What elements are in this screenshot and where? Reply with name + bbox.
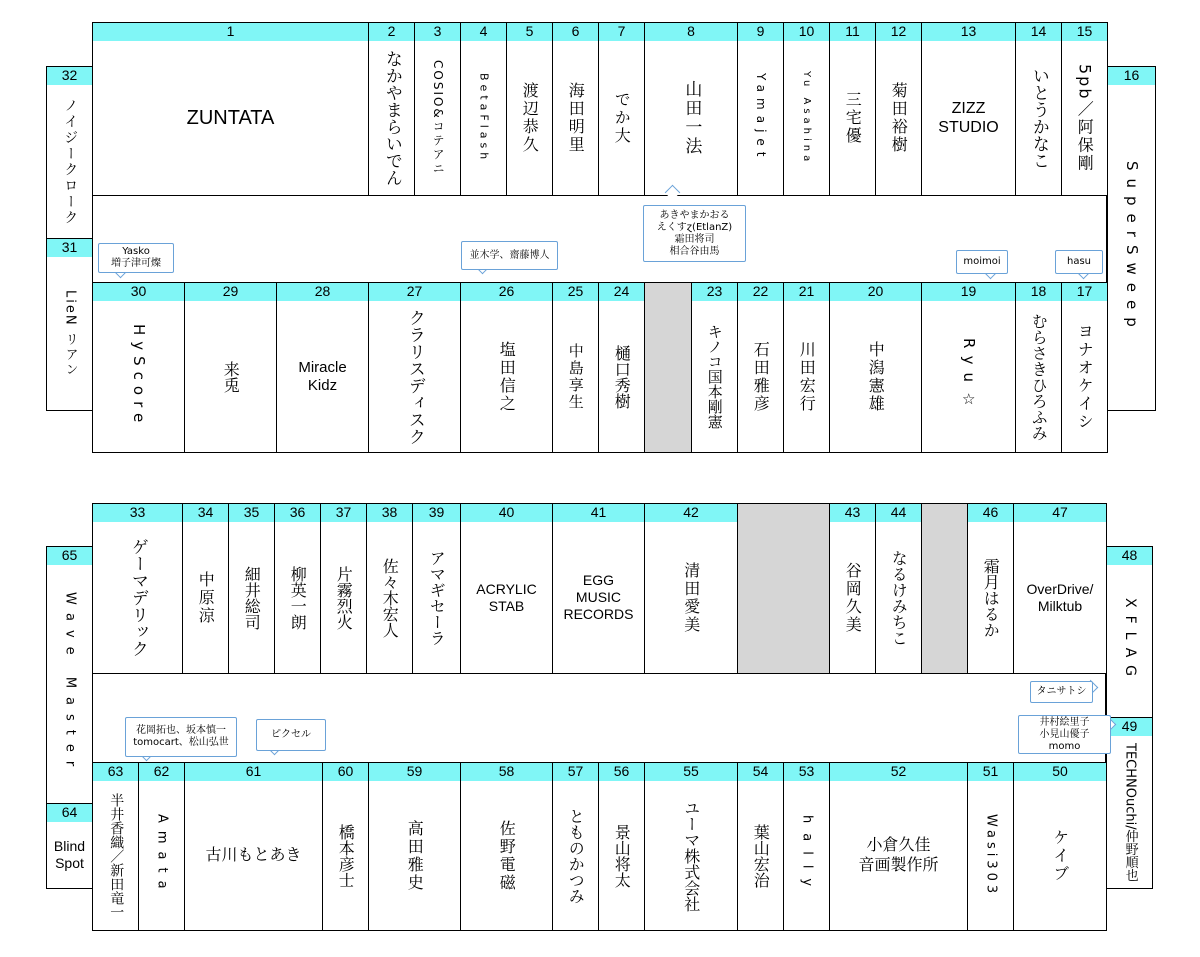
booth-number: 59	[369, 763, 460, 781]
booth-name: 山田一法	[681, 80, 702, 156]
booth-name: Wave Master	[62, 592, 78, 776]
booth-name: ZIZZ STUDIO	[938, 99, 999, 136]
aisle	[92, 673, 1106, 763]
booth-name: とものかつみ	[566, 807, 586, 904]
booth-2[interactable]	[368, 22, 415, 196]
booth-49[interactable]	[1106, 717, 1153, 889]
booth-number: 34	[183, 504, 228, 522]
booth-name: hally	[799, 814, 815, 897]
booth-number: 38	[367, 504, 412, 522]
booth-number: 54	[738, 763, 783, 781]
booth-23[interactable]	[691, 282, 738, 453]
booth-number: 29	[185, 283, 276, 301]
booth-number: 60	[323, 763, 368, 781]
empty-booth	[921, 503, 968, 674]
booth-number: 20	[830, 283, 921, 301]
booth-number: 24	[599, 283, 644, 301]
booth-name: 三宅優	[843, 91, 863, 145]
booth-name: 葉山宏治	[751, 823, 771, 888]
booth-name: 来兎	[221, 360, 241, 393]
booth-53[interactable]	[783, 762, 830, 931]
booth-42[interactable]	[644, 503, 738, 674]
booth-name: Wasi303	[983, 813, 999, 898]
booth-name: でか大	[612, 91, 632, 145]
callout-hasu: hasu	[1055, 250, 1103, 274]
booth-name: XFLAG	[1122, 598, 1139, 684]
booth-name: 石田雅彦	[751, 340, 771, 413]
booth-18[interactable]	[1015, 282, 1062, 453]
booth-name: HyScore	[129, 324, 148, 429]
booth-name: COSIO&コテアニ	[431, 60, 446, 176]
booth-number: 1	[93, 23, 368, 41]
booth-name: Amata	[154, 814, 170, 897]
booth-number: 42	[645, 504, 737, 522]
booth-name: 樋口秀樹	[612, 344, 632, 409]
callout-yasko: Yasko 増子津可燦	[98, 243, 174, 273]
booth-65[interactable]	[46, 546, 93, 804]
booth-name: ACRYLIC STAB	[476, 580, 537, 614]
booth-38[interactable]	[366, 503, 413, 674]
booth-number: 57	[553, 763, 598, 781]
booth-5[interactable]	[506, 22, 553, 196]
booth-25[interactable]	[552, 282, 599, 453]
callout-hanaoka: 花岡拓也、坂本慎一 tomocart、松山弘世	[125, 717, 237, 757]
booth-number: 33	[93, 504, 182, 522]
booth-33[interactable]	[92, 503, 183, 674]
booth-name: 半井香織／新田竜一	[108, 792, 125, 919]
callout-namiki: 並木学、齋藤博人	[461, 241, 558, 270]
booth-34[interactable]	[182, 503, 229, 674]
callout-akiyama: あきやまかおる えくすɀ(EtlanZ) 霜田将司 相合谷由馬	[643, 205, 746, 262]
booth-number: 62	[139, 763, 184, 781]
booth-number: 11	[830, 23, 875, 41]
booth-40[interactable]	[460, 503, 553, 674]
booth-number: 19	[922, 283, 1015, 301]
booth-22[interactable]	[737, 282, 784, 453]
booth-number: 16	[1108, 67, 1155, 85]
booth-name: 中潟憲雄	[866, 340, 886, 413]
booth-name: クラリスディスク	[404, 308, 425, 445]
booth-number: 23	[692, 283, 737, 301]
booth-number: 13	[922, 23, 1015, 41]
booth-name: 小倉久佳 音画製作所	[858, 837, 939, 874]
booth-number: 46	[968, 504, 1013, 522]
booth-35[interactable]	[228, 503, 275, 674]
booth-7[interactable]	[598, 22, 645, 196]
booth-name: ユーマ株式会社	[681, 799, 701, 912]
booth-name: Miracle Kidz	[298, 358, 347, 394]
booth-36[interactable]	[274, 503, 321, 674]
booth-number: 15	[1062, 23, 1107, 41]
booth-name: Blind Spot	[53, 838, 86, 871]
booth-17[interactable]	[1061, 282, 1108, 453]
booth-name: 景山将太	[612, 823, 632, 888]
callout-tanisato: タニサトシ	[1030, 681, 1093, 703]
booth-name: 片霧烈火	[334, 565, 354, 630]
empty-booth	[737, 503, 830, 674]
booth-20[interactable]	[829, 282, 922, 453]
booth-60[interactable]	[322, 762, 369, 931]
booth-54[interactable]	[737, 762, 784, 931]
booth-name: OverDrive/ Milktub	[1026, 580, 1094, 614]
booth-name: 清田愛美	[681, 561, 701, 634]
booth-name: 高田雅史	[405, 819, 425, 892]
booth-number: 26	[461, 283, 552, 301]
callout-imura: 井村絵里子 小見山優子 momo	[1018, 715, 1111, 754]
booth-9[interactable]	[737, 22, 784, 196]
booth-name: むらさきひろふみ	[1029, 312, 1049, 441]
booth-name: ゲーマデリック	[127, 538, 148, 657]
booth-61[interactable]	[184, 762, 323, 931]
booth-name: 菊田裕樹	[889, 82, 909, 154]
booth-55[interactable]	[644, 762, 738, 931]
booth-62[interactable]	[138, 762, 185, 931]
booth-name: 柳英一朗	[288, 565, 308, 630]
booth-46[interactable]	[967, 503, 1014, 674]
booth-name: なかやまらいでん	[381, 50, 402, 186]
booth-number: 30	[93, 283, 184, 301]
booth-58[interactable]	[460, 762, 553, 931]
booth-number: 3	[415, 23, 460, 41]
booth-12[interactable]	[875, 22, 922, 196]
booth-3[interactable]	[414, 22, 461, 196]
booth-name: 渡辺恭久	[520, 82, 540, 154]
booth-4[interactable]	[460, 22, 507, 196]
booth-8[interactable]	[644, 22, 738, 196]
booth-name: 中原涼	[196, 570, 216, 625]
booth-name: BetaFlash	[477, 72, 491, 164]
booth-21[interactable]	[783, 282, 830, 453]
booth-52[interactable]	[829, 762, 968, 931]
booth-number: 27	[369, 283, 460, 301]
booth-15[interactable]	[1061, 22, 1108, 196]
booth-11[interactable]	[829, 22, 876, 196]
booth-37[interactable]	[320, 503, 367, 674]
booth-number: 40	[461, 504, 552, 522]
booth-number: 14	[1016, 23, 1061, 41]
booth-number: 8	[645, 23, 737, 41]
booth-number: 50	[1014, 763, 1106, 781]
booth-name: Yamajet	[754, 73, 769, 163]
booth-1[interactable]	[92, 22, 369, 196]
callout-moimoi: moimoi	[956, 250, 1008, 274]
booth-name: TECHNOuchi/仲野順也	[1122, 742, 1138, 882]
booth-number: 49	[1107, 718, 1152, 736]
booth-number: 5	[507, 23, 552, 41]
booth-57[interactable]	[552, 762, 599, 931]
booth-number: 56	[599, 763, 644, 781]
booth-number: 48	[1107, 547, 1152, 565]
booth-number: 58	[461, 763, 552, 781]
booth-number: 6	[553, 23, 598, 41]
booth-30[interactable]	[92, 282, 185, 453]
booth-name: Ryu☆	[959, 337, 978, 416]
booth-name: 5pb／阿保剛	[1075, 63, 1095, 173]
booth-number: 65	[47, 547, 92, 565]
booth-50[interactable]	[1013, 762, 1107, 931]
booth-number: 31	[47, 239, 92, 257]
booth-number: 51	[968, 763, 1013, 781]
booth-41[interactable]	[552, 503, 645, 674]
booth-48[interactable]	[1106, 546, 1153, 718]
booth-name: 川田宏行	[797, 340, 817, 413]
booth-name: ヨナオケイシ	[1075, 322, 1095, 431]
booth-name: 佐野電磁	[497, 819, 517, 892]
booth-name: 海田明里	[566, 82, 586, 154]
booth-number: 37	[321, 504, 366, 522]
booth-63[interactable]	[92, 762, 139, 931]
booth-number: 36	[275, 504, 320, 522]
booth-name: 細井総司	[242, 565, 262, 630]
booth-name: SuperSweep	[1122, 160, 1141, 335]
booth-number: 12	[876, 23, 921, 41]
booth-number: 22	[738, 283, 783, 301]
booth-name: Yu Asahina	[801, 70, 812, 166]
booth-number: 39	[413, 504, 460, 522]
booth-name: 谷岡久美	[843, 561, 863, 634]
booth-number: 25	[553, 283, 598, 301]
booth-number: 55	[645, 763, 737, 781]
booth-number: 43	[830, 504, 875, 522]
callout-pixel: ピクセル	[256, 719, 326, 751]
booth-number: 7	[599, 23, 644, 41]
booth-44[interactable]	[875, 503, 922, 674]
booth-name: 中島享生	[566, 342, 585, 411]
booth-39[interactable]	[412, 503, 461, 674]
booth-name: いとうかなこ	[1028, 67, 1049, 169]
booth-number: 41	[553, 504, 644, 522]
booth-number: 52	[830, 763, 967, 781]
booth-number: 44	[876, 504, 921, 522]
empty-booth	[644, 282, 692, 453]
booth-24[interactable]	[598, 282, 645, 453]
booth-32[interactable]	[46, 66, 93, 239]
booth-number: 9	[738, 23, 783, 41]
booth-59[interactable]	[368, 762, 461, 931]
booth-number: 2	[369, 23, 414, 41]
booth-43[interactable]	[829, 503, 876, 674]
booth-10[interactable]	[783, 22, 830, 196]
booth-31[interactable]	[46, 238, 93, 411]
booth-56[interactable]	[598, 762, 645, 931]
booth-name: ZUNTATA	[186, 107, 275, 129]
booth-16[interactable]	[1107, 66, 1156, 411]
booth-number: 53	[784, 763, 829, 781]
booth-number: 63	[93, 763, 138, 781]
booth-47[interactable]	[1013, 503, 1107, 674]
booth-name: 佐々木宏人	[380, 557, 400, 638]
booth-29[interactable]	[184, 282, 277, 453]
booth-number: 18	[1016, 283, 1061, 301]
booth-name: ノイジークローク	[62, 97, 79, 226]
booth-27[interactable]	[368, 282, 461, 453]
booth-name: EGG MUSIC RECORDS	[563, 572, 634, 622]
booth-name: ケイブ	[1050, 828, 1070, 883]
booth-number: 17	[1062, 283, 1107, 301]
booth-number: 28	[277, 283, 368, 301]
booth-name: 古川もとあき	[205, 846, 302, 864]
booth-name: LieN リアン	[62, 289, 78, 378]
booth-14[interactable]	[1015, 22, 1062, 196]
booth-13[interactable]	[921, 22, 1016, 196]
booth-number: 64	[47, 804, 92, 822]
aisle	[92, 195, 1107, 283]
booth-name: 橋本彦士	[336, 823, 356, 888]
booth-26[interactable]	[460, 282, 553, 453]
booth-64[interactable]	[46, 803, 93, 889]
booth-number: 4	[461, 23, 506, 41]
booth-name: なるけみちこ	[889, 549, 909, 646]
booth-number: 10	[784, 23, 829, 41]
booth-number: 21	[784, 283, 829, 301]
booth-6[interactable]	[552, 22, 599, 196]
booth-name: 霜月はるか	[981, 557, 1001, 638]
booth-number: 61	[185, 763, 322, 781]
booth-number: 32	[47, 67, 92, 85]
booth-name: キノコ国本剛憲	[705, 324, 724, 429]
booth-19[interactable]	[921, 282, 1016, 453]
booth-28[interactable]	[276, 282, 369, 453]
booth-number: 35	[229, 504, 274, 522]
booth-51[interactable]	[967, 762, 1014, 931]
booth-number: 47	[1014, 504, 1106, 522]
booth-name: アマギセーラ	[427, 549, 447, 646]
booth-name: 塩田信之	[497, 340, 517, 413]
